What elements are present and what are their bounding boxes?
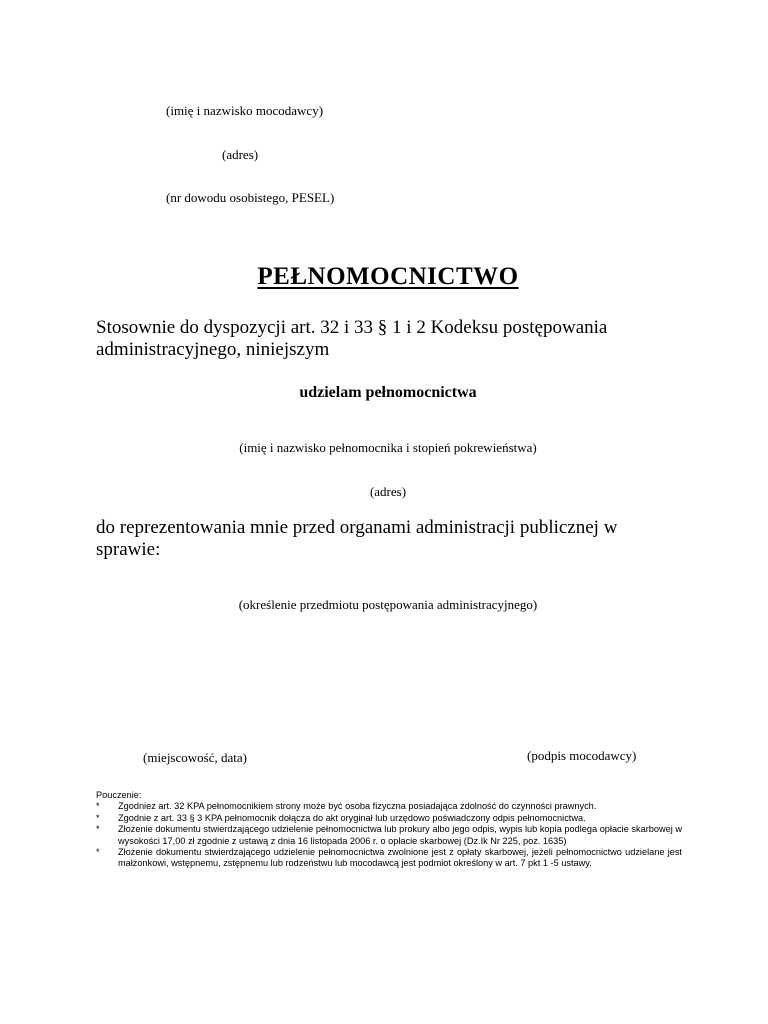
notice-item-text: Zgodnie z art. 33 § 3 KPA pełnomocnik dołącza do akt oryginał lub urzędowo poświadczony odpis pełnomocnictwa. <box>118 812 586 823</box>
subject-label: (określenie przedmiotu postępowania administracyjnego) <box>238 597 538 612</box>
bullet-icon: * <box>96 801 100 812</box>
notice-item <box>96 824 682 847</box>
notice-item <box>96 801 682 812</box>
bullet-icon: * <box>96 812 100 823</box>
grant-heading: udzielam pełnomocnictwa <box>299 384 477 401</box>
scope-paragraph: do reprezentowania mnie przed organami administracji publicznej w sprawie: <box>96 517 618 560</box>
principal-id-label: (nr dowodu osobistego, PESEL) <box>166 190 335 205</box>
notice-heading: Pouczenie: <box>96 790 142 800</box>
place-date-label: (miejscowość, data) <box>143 750 247 765</box>
notice-item <box>96 847 682 870</box>
attorney-address-label: (adres) <box>369 484 407 499</box>
notice-list <box>96 801 682 869</box>
signature-label: (podpis mocodawcy) <box>527 748 637 763</box>
notice-item-text: Złożenie dokumentu stwierdzającego udzielenie pełnomocnictwa zwolnione jest z opłaty skarbowej, jeżeli pełnomocnictwo udzielane jest małżonkowi, wstępnemu, zstępnemu lub rodzeństwu lub mocodawcą jest podmiot określony w art. 7 pkt 1 -5 ustawy. <box>118 847 682 869</box>
intro-paragraph: Stosownie do dyspozycji art. 32 i 33 § 1 i 2 Kodeksu postępowania administracyjnego, niniejszym <box>96 317 608 360</box>
principal-name-label: (imię i nazwisko mocodawcy) <box>166 103 324 118</box>
notice-item <box>96 813 682 824</box>
notice-item-text: Zgodniez art. 32 KPA pełnomocnikiem strony może być osoba fizyczna posiadająca zdolność do czynności prawnych. <box>118 801 597 812</box>
attorney-name-label: (imię i nazwisko pełnomocnika i stopień pokrewieństwa) <box>239 440 537 455</box>
principal-address-label: (adres) <box>222 147 259 162</box>
notice-item-text: Złożenie dokumentu stwierdzającego udzielenie pełnomocnictwa lub prokury albo jego odpis, wypis lub kopia podlega opłacie skarbowej w wysokości 17,00 zł zgodnie z ustawą z dnia 16 listopada 2006 r. o opłacie skarbowej (Dz.Ik Nr 225, poz. 1635) <box>118 824 682 846</box>
document-title: PEŁNOMOCNICTWO <box>257 263 519 290</box>
bullet-icon: * <box>96 847 100 858</box>
notice-section <box>96 790 682 870</box>
bullet-icon: * <box>96 824 100 835</box>
